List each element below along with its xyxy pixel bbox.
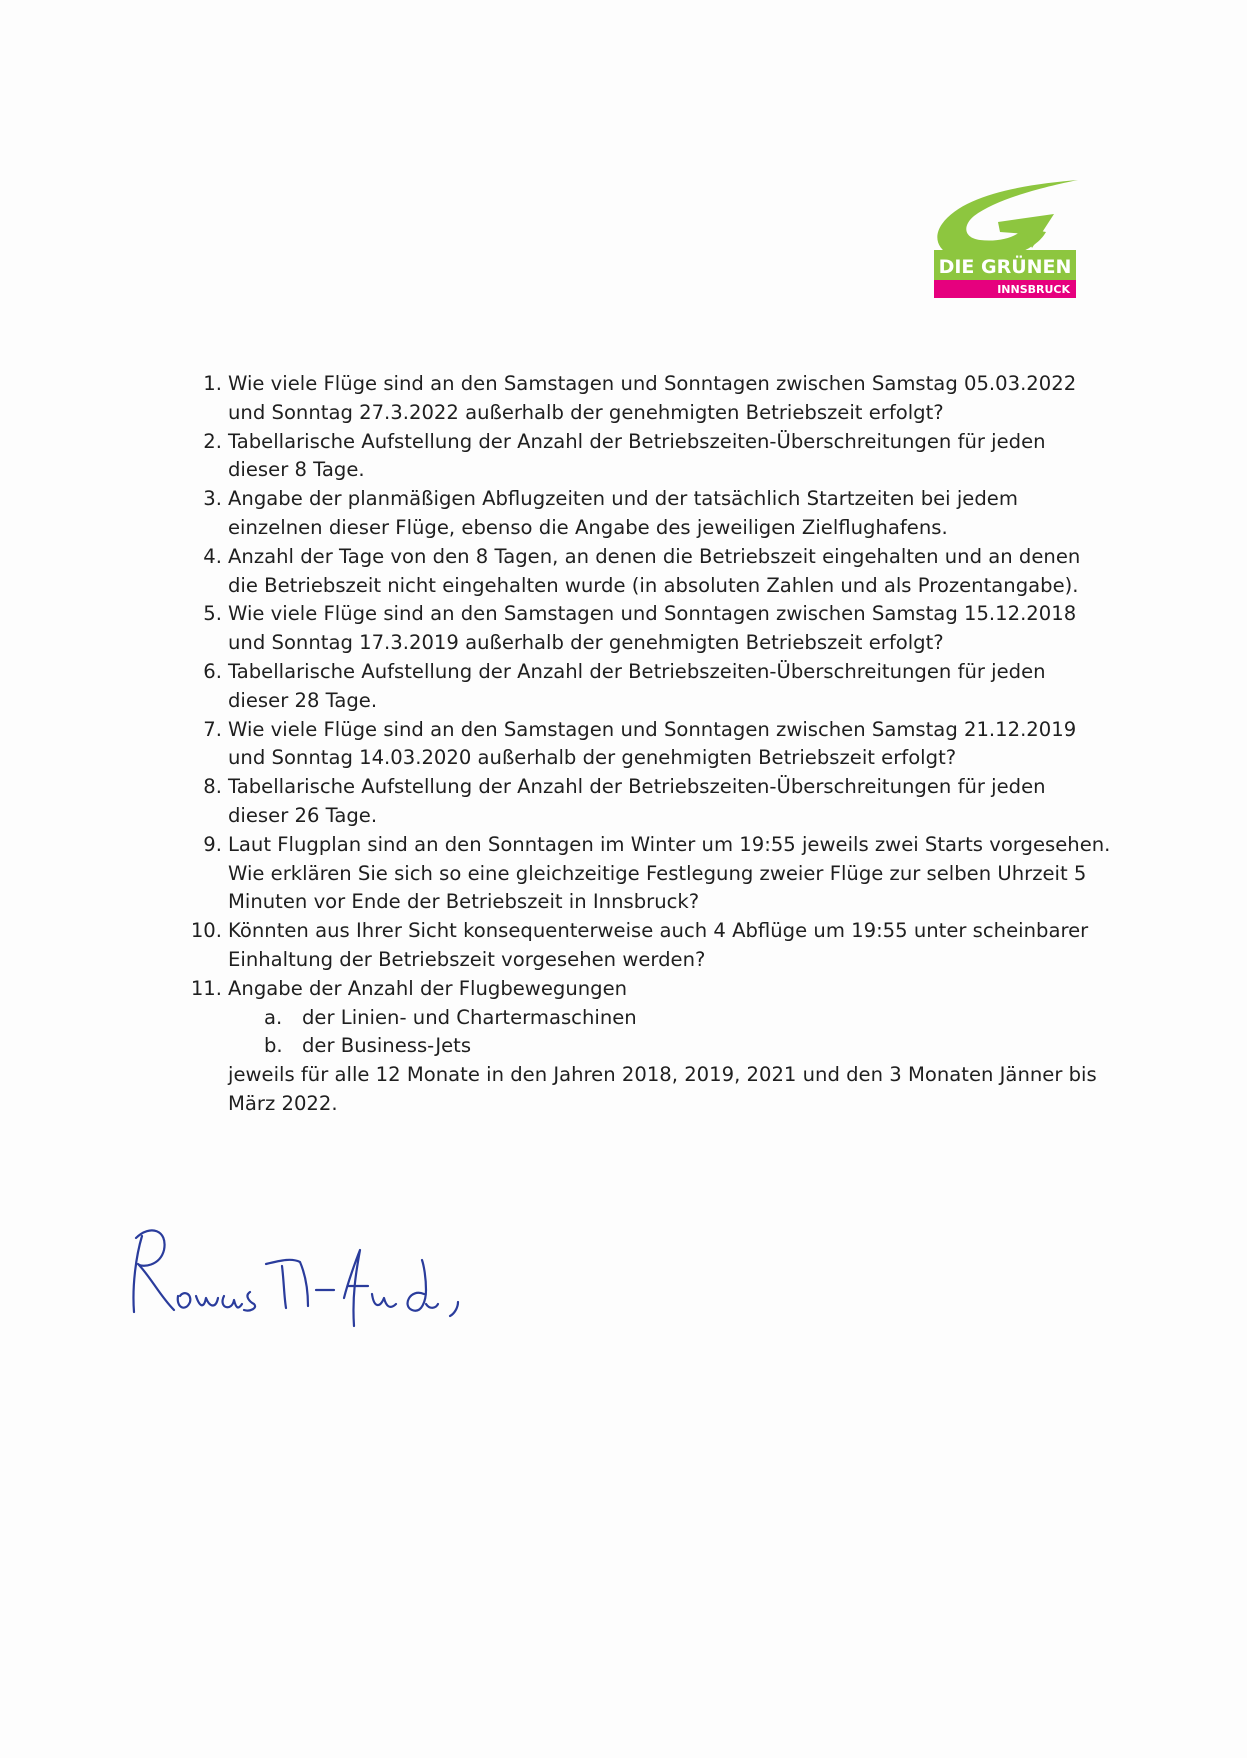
question-item bbox=[186, 428, 1111, 486]
question-tail bbox=[186, 1061, 1111, 1119]
question-number: 5. bbox=[203, 602, 222, 626]
svg-text:INNSBRUCK: INNSBRUCK bbox=[997, 283, 1070, 296]
question-text: Wie viele Flüge sind an den Samstagen und Sonntagen zwischen Samstag 05.03.2022 und Sonntag 27.3.2022 außerhalb der genehmigten Betriebszeit erfolgt? bbox=[228, 372, 1077, 424]
question-item bbox=[186, 773, 1111, 831]
question-item bbox=[186, 658, 1111, 716]
question-list bbox=[186, 370, 1111, 1119]
handwritten-signature bbox=[120, 1216, 520, 1346]
question-text: Tabellarische Aufstellung der Anzahl der Betriebszeiten-Überschreitungen für jeden dieser 28 Tage. bbox=[228, 659, 1046, 712]
die-gruenen-innsbruck-logo bbox=[928, 176, 1088, 336]
question-text: Tabellarische Aufstellung der Anzahl der Betriebszeiten-Überschreitungen für jeden dieser 8 Tage. bbox=[228, 429, 1046, 482]
sub-item-letter: b. bbox=[264, 1034, 283, 1058]
question-item bbox=[186, 917, 1111, 975]
question-item bbox=[186, 485, 1111, 543]
question-number: 10. bbox=[190, 919, 222, 943]
question-text: Tabellarische Aufstellung der Anzahl der Betriebszeiten-Überschreitungen für jeden dieser 26 Tage. bbox=[228, 775, 1046, 827]
question-text: Könnten aus Ihrer Sicht konsequenterweise auch 4 Abflüge um 19:55 unter scheinbarer Einhaltung der Betriebszeit vorgesehen werden? bbox=[228, 919, 1089, 971]
question-item bbox=[186, 831, 1111, 917]
question-text: Anzahl der Tage von den 8 Tagen, an denen die Betriebszeit eingehalten und an denen die Betriebszeit nicht eingehalten wurde (in absoluten Zahlen und als Prozentangabe). bbox=[228, 544, 1081, 597]
question-number: 2. bbox=[203, 429, 222, 453]
sub-item-letter: a. bbox=[264, 1005, 283, 1029]
question-item bbox=[186, 716, 1111, 774]
sub-list bbox=[228, 1004, 1111, 1062]
question-number: 8. bbox=[203, 775, 222, 799]
question-number: 6. bbox=[203, 659, 222, 683]
sub-item-text: der Linien- und Chartermaschinen bbox=[302, 1005, 637, 1029]
question-number: 3. bbox=[203, 487, 222, 511]
question-item bbox=[186, 975, 1111, 1061]
question-number: 7. bbox=[203, 717, 222, 741]
question-item bbox=[186, 600, 1111, 658]
question-number: 1. bbox=[203, 372, 222, 395]
sub-item bbox=[264, 1004, 1111, 1033]
question-text: Angabe der Anzahl der Flugbewegungen bbox=[228, 976, 628, 1000]
question-number: 9. bbox=[203, 832, 222, 856]
svg-text:DIE GRÜNEN: DIE GRÜNEN bbox=[938, 256, 1072, 278]
question-item bbox=[186, 370, 1111, 428]
sub-item bbox=[264, 1032, 1111, 1061]
question-number: 4. bbox=[203, 544, 222, 568]
question-item bbox=[186, 543, 1111, 601]
question-text: Wie viele Flüge sind an den Samstagen und Sonntagen zwischen Samstag 21.12.2019 und Sonntag 14.03.2020 außerhalb der genehmigten Betriebszeit erfolgt? bbox=[228, 717, 1077, 770]
question-text: Wie viele Flüge sind an den Samstagen und Sonntagen zwischen Samstag 15.12.2018 und Sonntag 17.3.2019 außerhalb der genehmigten Betriebszeit erfolgt? bbox=[228, 602, 1077, 655]
question-text: Laut Flugplan sind an den Sonntagen im Winter um 19:55 jeweils zwei Starts vorgesehen. Wie erklären Sie sich so eine gleichzeitige Festlegung zweier Flüge zur selben Uhrzeit 5 Minuten vor Ende der Betriebszeit in Innsbruck? bbox=[228, 832, 1111, 914]
question-number: 11. bbox=[190, 976, 222, 1000]
question-text: Angabe der planmäßigen Abflugzeiten und der tatsächlich Startzeiten bei jedem einzelnen dieser Flüge, ebenso die Angabe des jeweiligen Zielflughafens. bbox=[228, 487, 1018, 539]
sub-item-text: der Business-Jets bbox=[302, 1034, 472, 1058]
question-tail-text: jeweils für alle 12 Monate in den Jahren 2018, 2019, 2021 und den 3 Monaten Jänner bis März 2022. bbox=[228, 1063, 1097, 1115]
